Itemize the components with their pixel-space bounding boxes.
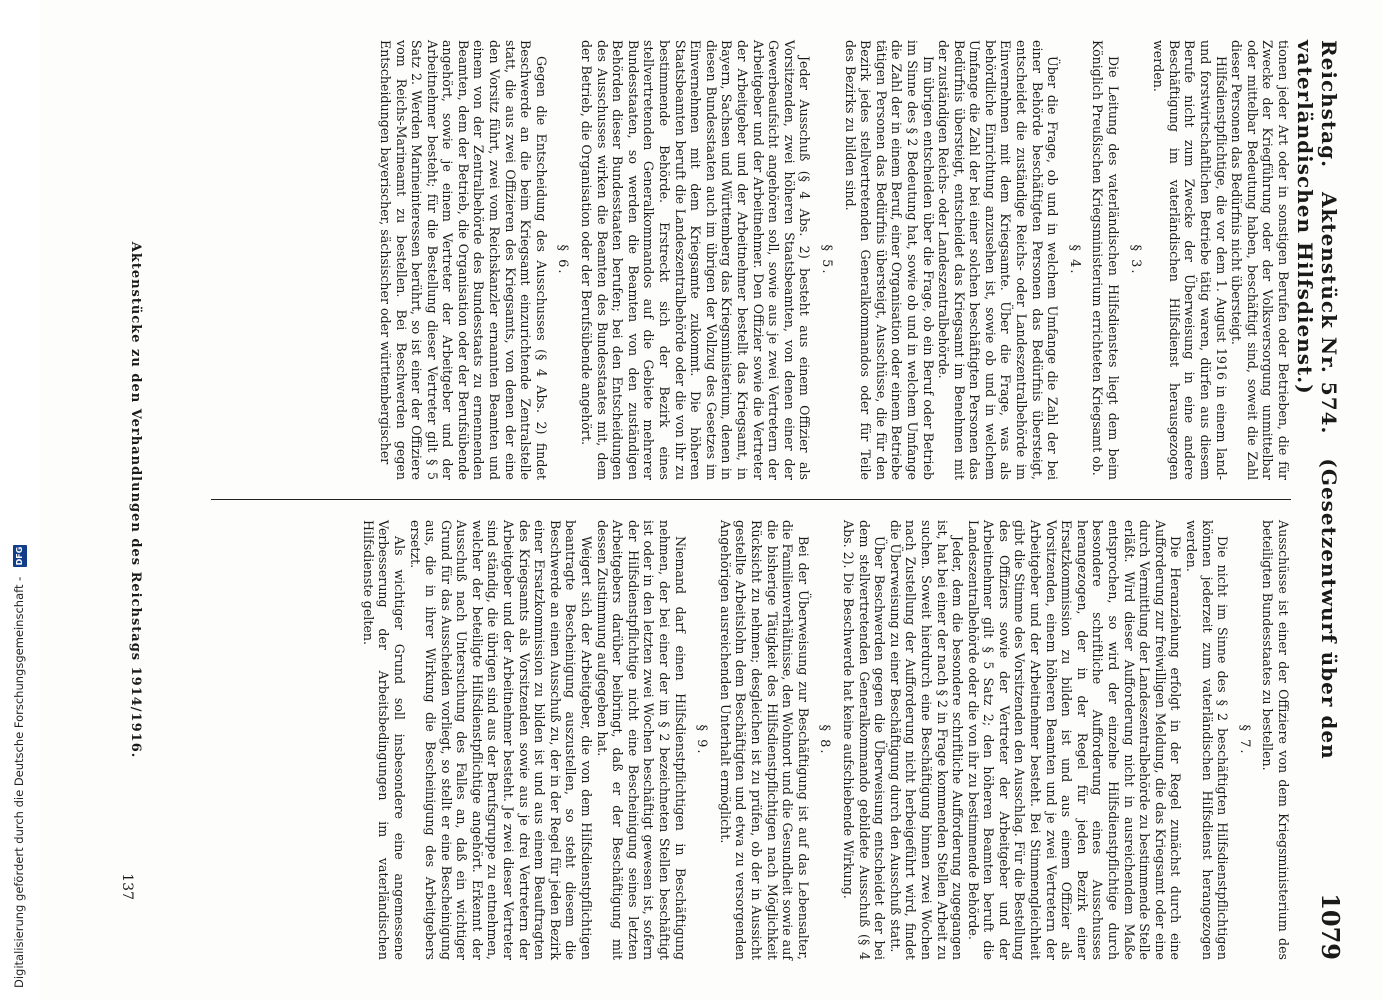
footer-folio: 137	[119, 873, 135, 900]
paragraph: Jeder, dem die besondere schriftliche Aufforderung zugegangen ist, hat bei einer der nach § 2 in Frage kommenden Stellen Arbeit zu suchen. Soweit hierdurch eine Beschäftigung binnen zwei Wochen nach Zustellung der Aufforderung nicht herbeigeführt wird, findet die Überweisung zu einer Beschäftigung durch den Ausschuß statt.	[887, 520, 966, 960]
section-heading: § 7.	[1236, 724, 1252, 756]
dfg-logo: DFG	[13, 545, 27, 567]
paragraph: Jeder Ausschuß (§ 4 Abs. 2) besteht aus einem Offizier als Vorsitzenden, zwei höheren Staatsbeamten, von denen einer der Gewerbeaufsicht angehören soll, sowie aus je zwei Vertretern der Arbeitgeber und der Arbeitnehmer. Den Offizier sowie die Vertreter der Arbeitgeber und der Arbeitnehmer bestellt das Kriegsamt, in Bayern, Sachsen und Württemberg das Kriegsministerium, denen in diesen Bundesstaaten auch im übrigen der Vollzug des Gesetzes im Einvernehmen mit dem Kriegsamte zukommt. Die höheren Staatsbeamten beruft die Landeszentralbehörde oder die von ihr zu bestimmende Behörde. Erstreckt sich der Bezirk eines stellvertretenden Generalkommandos auf die Gebiete mehrerer Bundesstaaten, so werden die Beamten von den zuständigen Behörden dieser Bundesstaaten berufen; bei den Entscheidungen des Ausschusses wirken die Beamten des Bundesstaates mit, dem der Betrieb, die Organisation oder der Berufsübende angehört.	[579, 40, 813, 480]
paragraph: Hilfsdienstpflichtige, die vor dem 1. August 1916 in einem land- und forstwirtschaftlichen Betriebe tätig waren, dürfen aus diesem Berufe nicht zum Zwecke der Überweisung in eine andere Beschäftigung im vaterländischen Hilfsdienst herausgezogen werden.	[1151, 40, 1229, 480]
paragraph: tionen jeder Art oder in sonstigen Berufen oder Betrieben, die für Zwecke der Kriegführung oder der Volksversorgung unmittelbar oder mittelbar Bedeutung haben, beschäftigt sind, soweit die Zahl dieser Personen das Bedürfnis nicht übersteigt.	[1229, 40, 1291, 480]
paragraph: Die Heranziehung erfolgt in der Regel zunächst durch eine Aufforderung zur freiwilligen Meldung, die das Kriegsamt oder eine durch Vermittlung der Landeszentralbehörde zu bestimmende Stelle erläßt. Wird dieser Aufforderung nicht in ausreichendem Maße entsprochen, so wird der einzelne Hilfsdienstpflichtige durch besondere schriftliche Aufforderung eines Ausschusses herangezogen, der in der Regel für jeden Bezirk einer Ersatzkommission zu bilden ist und aus einem Offizier als Vorsitzenden, einem höheren Beamten und je zwei Vertretern der Arbeitgeber und der Arbeitnehmer besteht. Bei Stimmengleichheit gibt die Stimme des Vorsitzenden den Ausschlag. Für die Bestellung des Offiziers sowie der Vertreter der Arbeitgeber und der Arbeitnehmer gilt § 5 Satz 2; den höheren Beamten beruft die Landeszentralbehörde oder die von ihr zu bestimmende Behörde.	[965, 520, 1184, 960]
paragraph: Die nicht im Sinne des § 2 beschäftigten Hilfsdienstpflichtigen können jederzeit zum vaterländischen Hilfsdienst herangezogen werden.	[1184, 520, 1231, 960]
paragraph: Als wichtiger Grund soll insbesondere eine angemessene Verbesserung der Arbeitsbedingungen im vaterländischen Hilfsdienste gelten.	[360, 520, 407, 960]
paragraph: Im übrigen entscheiden über die Frage, ob ein Beruf oder Betrieb im Sinne des § 2 Bedeutung hat, sowie ob und in welchem Umfange die Zahl der in einem Beruf, einer Organisation oder einem Betriebe tätigen Personen das Bedürfnis übersteigt, Ausschüsse, die für den Bezirk jedes stellvertretenden Generalkommandos oder für Teile des Bezirks zu bilden sind.	[842, 40, 936, 480]
paragraph: Gegen die Entscheidung des Ausschusses (§ 4 Abs. 2) findet Beschwerde an die beim Kriegsamt einzurichtende Zentralstelle statt, die aus zwei Offizieren des Kriegsamts, von denen der eine den Vorsitz führt, zwei vom Reichskanzler ernannten Beamten und einem von der Zentralbehörde des Bundesstaats zu ernennenden Beamten, dem der Betrieb, die Organisation oder der Berufsübende angehört, sowie je einem Vertreter der Arbeitgeber und der Arbeitnehmer besteht; für die Bestellung dieser Vertreter gilt § 5 Satz 2. Werden Marineinteressen berührt, so ist einer der Offiziere vom Reichs-Marineamt zu bestellen. Bei Beschwerden gegen Entscheidungen bayerischer, sächsischer oder württembergischer	[377, 40, 549, 480]
paragraph: Weigert sich der Arbeitgeber, die von dem Hilfsdienstpflichtigen beantragte Bescheinigung auszustellen, so steht diesem die Beschwerde an einen Ausschuß zu, der in der Regel für jeden Bezirk einer Ersatzkommission zu bilden ist und aus einem Beauftragten des Kriegsamts als Vorsitzenden sowie aus je drei Vertretern der Arbeitgeber und der Arbeitnehmer besteht. Je zwei dieser Vertreter sind ständig, die übrigen sind aus der Berufsgruppe zu entnehmen, welcher der beteiligte Hilfsdienstpflichtige angehört. Erkennt der Ausschuß nach Untersuchung des Falles an, daß ein wichtiger Grund für das Ausscheiden vorliegt, so stellt er eine Bescheinigung aus, die in ihrer Wirkung die Bescheinigung des Arbeitgebers ersetzt.	[407, 520, 595, 960]
column-divider	[211, 499, 1291, 500]
section-heading: § 8.	[817, 724, 833, 756]
running-head-right: (Gesetzentwurf über den vaterländischen Hilfsdienst.)	[1293, 40, 1341, 760]
section-heading: § 9.	[694, 724, 710, 756]
paragraph: Niemand darf einen Hilfsdienstpflichtigen in Beschäftigung nehmen, der bei einer der im § 2 bezeichneten Stellen beschäftigt ist oder in den letzten zwei Wochen beschäftigt gewesen ist, sofern der Hilfsdienstpflichtige nicht eine Bescheinigung seines letzten Arbeitgebers darüber beibringt, daß er der Beschäftigung mit dessen Zustimmung aufgegeben hat.	[594, 520, 688, 960]
paragraph: Bei der Überweisung zur Beschäftigung ist auf das Lebensalter, die Familienverhältnisse, den Wohnort und die Gesundheit sowie auf die bisherige Tätigkeit des Hilfsdienstpflichtigen nach Möglichkeit Rücksicht zu nehmen; desgleichen ist zu prüfen, ob der in Aussicht gestellte Arbeitslohn dem Beschäftigten und etwa zu versorgenden Angehörigen ausreichenden Unterhalt ermöglicht.	[717, 520, 811, 960]
page-footer: Aktenstücke zu den Verhandlungen des Reichstags 1914/1916.	[128, 241, 143, 759]
right-text-column	[360, 520, 1291, 960]
paragraph: Die Leitung des vaterländischen Hilfsdienstes liegt dem beim Königlich Preußischen Kriegsministerium errichteten Kriegsamt ob.	[1090, 40, 1122, 480]
digitization-note: Digitalisierung gefördert durch die Deutsche Forschungsgemeinschaft -	[12, 576, 26, 988]
scanned-page	[40, 0, 1383, 1000]
section-heading: § 4.	[1066, 244, 1082, 276]
paragraph: Ausschüsse ist einer der Offiziere von dem Kriegsministerium des beteiligten Bundesstaates zu bestellen.	[1260, 520, 1291, 960]
running-head-center: Aktenstück Nr. 574.	[1317, 191, 1341, 435]
rotated-page-content	[40, 0, 1383, 1000]
page-number: 1079	[1316, 893, 1345, 960]
paragraph: Über die Frage, ob und in welchem Umfange die Zahl der bei einer Behörde beschäftigten Personen das Bedürfnis übersteigt, entscheidet die zuständige Reichs- oder Landeszentralbehörde im Einvernehmen mit dem Kriegsamte. Über die Frage, was als behördliche Einrichtung anzusehen ist, sowie ob und in welchem Umfange die Zahl der bei einer solchen beschäftigten Personen das Bedürfnis übersteigt, entscheidet das Kriegsamt im Benehmen mit der zuständigen Reichs- oder Landeszentralbehörde.	[936, 40, 1061, 480]
section-heading: § 3.	[1127, 244, 1143, 276]
running-head-left: Reichstag. Aktenstück Nr. 574. (Gesetzentwurf über den vaterländischen Hilfsdienst.)	[1293, 40, 1341, 760]
section-heading: § 6.	[555, 244, 571, 276]
digitization-sidebar	[4, 0, 34, 1000]
running-head	[1293, 40, 1345, 960]
left-text-column	[377, 40, 1291, 480]
paragraph: Über Beschwerden gegen die Überweisung entscheidet der bei dem stellvertretenden Generalkommando gebildete Ausschuß (§ 4 Abs. 2). Die Beschwerde hat keine aufschiebende Wirkung.	[840, 520, 888, 960]
digitization-credit	[4, 0, 34, 1000]
section-heading: § 5.	[818, 244, 834, 276]
